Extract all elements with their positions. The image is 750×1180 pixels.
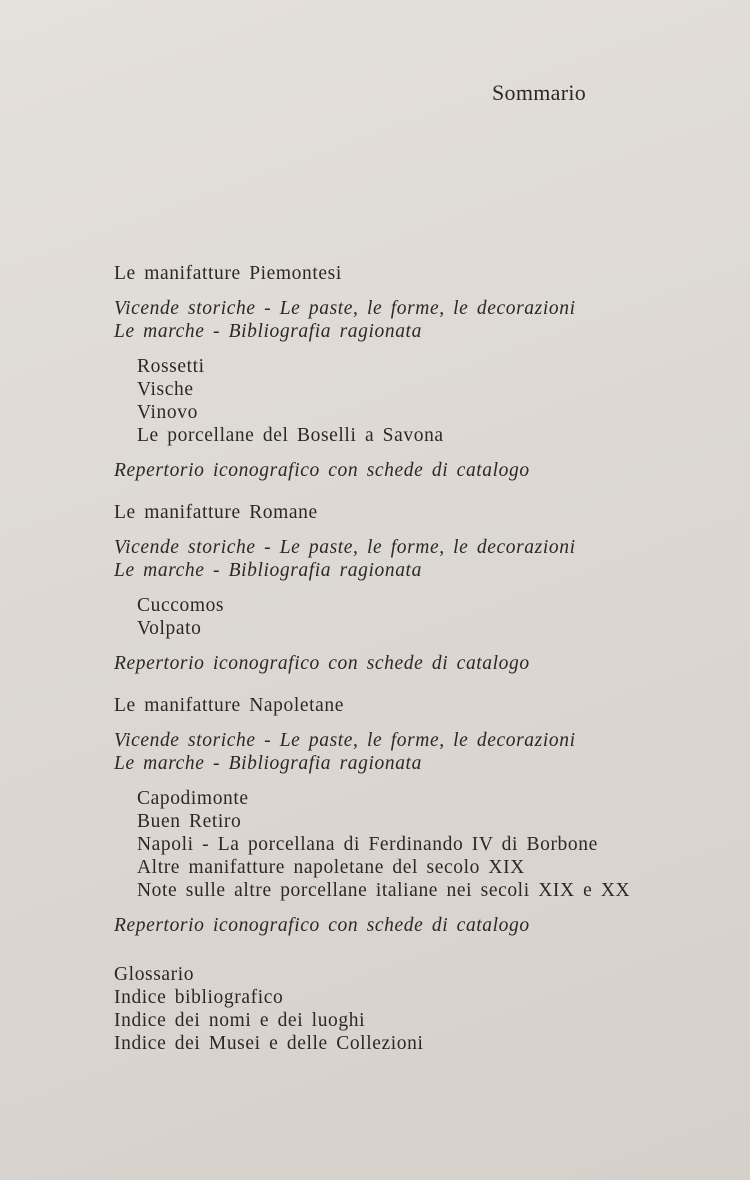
section-romane — [114, 501, 674, 675]
toc-item: Volpato — [137, 618, 202, 639]
appendix-item: Indice bibliografico — [114, 987, 284, 1008]
appendix — [114, 963, 674, 1055]
toc-item: Altre manifatture napoletane del secolo XIX — [137, 857, 525, 878]
section-catalog: Repertorio iconografico con schede di catalogo — [114, 915, 530, 936]
toc-item: Vinovo — [137, 402, 198, 423]
toc-item: Cuccomos — [137, 595, 225, 616]
section-intro-line: Vicende storiche - Le paste, le forme, le decorazioni — [114, 730, 576, 751]
appendix-item: Glossario — [114, 964, 195, 985]
section-intro-line: Le marche - Bibliografia ragionata — [114, 321, 422, 342]
section-heading: Le manifatture Romane — [114, 502, 318, 523]
toc-item: Rossetti — [137, 356, 205, 377]
toc-item: Napoli - La porcellana di Ferdinando IV di Borbone — [137, 834, 598, 855]
section-intro-line: Le marche - Bibliografia ragionata — [114, 560, 422, 581]
toc-item: Buen Retiro — [137, 811, 242, 832]
table-of-contents — [114, 262, 674, 1055]
toc-item: Vische — [137, 379, 194, 400]
section-catalog: Repertorio iconografico con schede di catalogo — [114, 460, 530, 481]
section-intro-line: Le marche - Bibliografia ragionata — [114, 753, 422, 774]
section-catalog: Repertorio iconografico con schede di catalogo — [114, 653, 530, 674]
page-title: Sommario — [492, 80, 587, 105]
section-napoletane — [114, 694, 674, 937]
section-heading: Le manifatture Piemontesi — [114, 263, 342, 284]
section-intro-line: Vicende storiche - Le paste, le forme, le decorazioni — [114, 537, 576, 558]
toc-item: Le porcellane del Boselli a Savona — [137, 425, 444, 446]
appendix-item: Indice dei nomi e dei luoghi — [114, 1010, 366, 1031]
toc-item: Note sulle altre porcellane italiane nei secoli XIX e XX — [137, 880, 631, 901]
section-piemontesi — [114, 262, 674, 482]
appendix-item: Indice dei Musei e delle Collezioni — [114, 1033, 424, 1054]
section-intro-line: Vicende storiche - Le paste, le forme, le decorazioni — [114, 298, 576, 319]
section-heading: Le manifatture Napoletane — [114, 695, 344, 716]
toc-item: Capodimonte — [137, 788, 249, 809]
